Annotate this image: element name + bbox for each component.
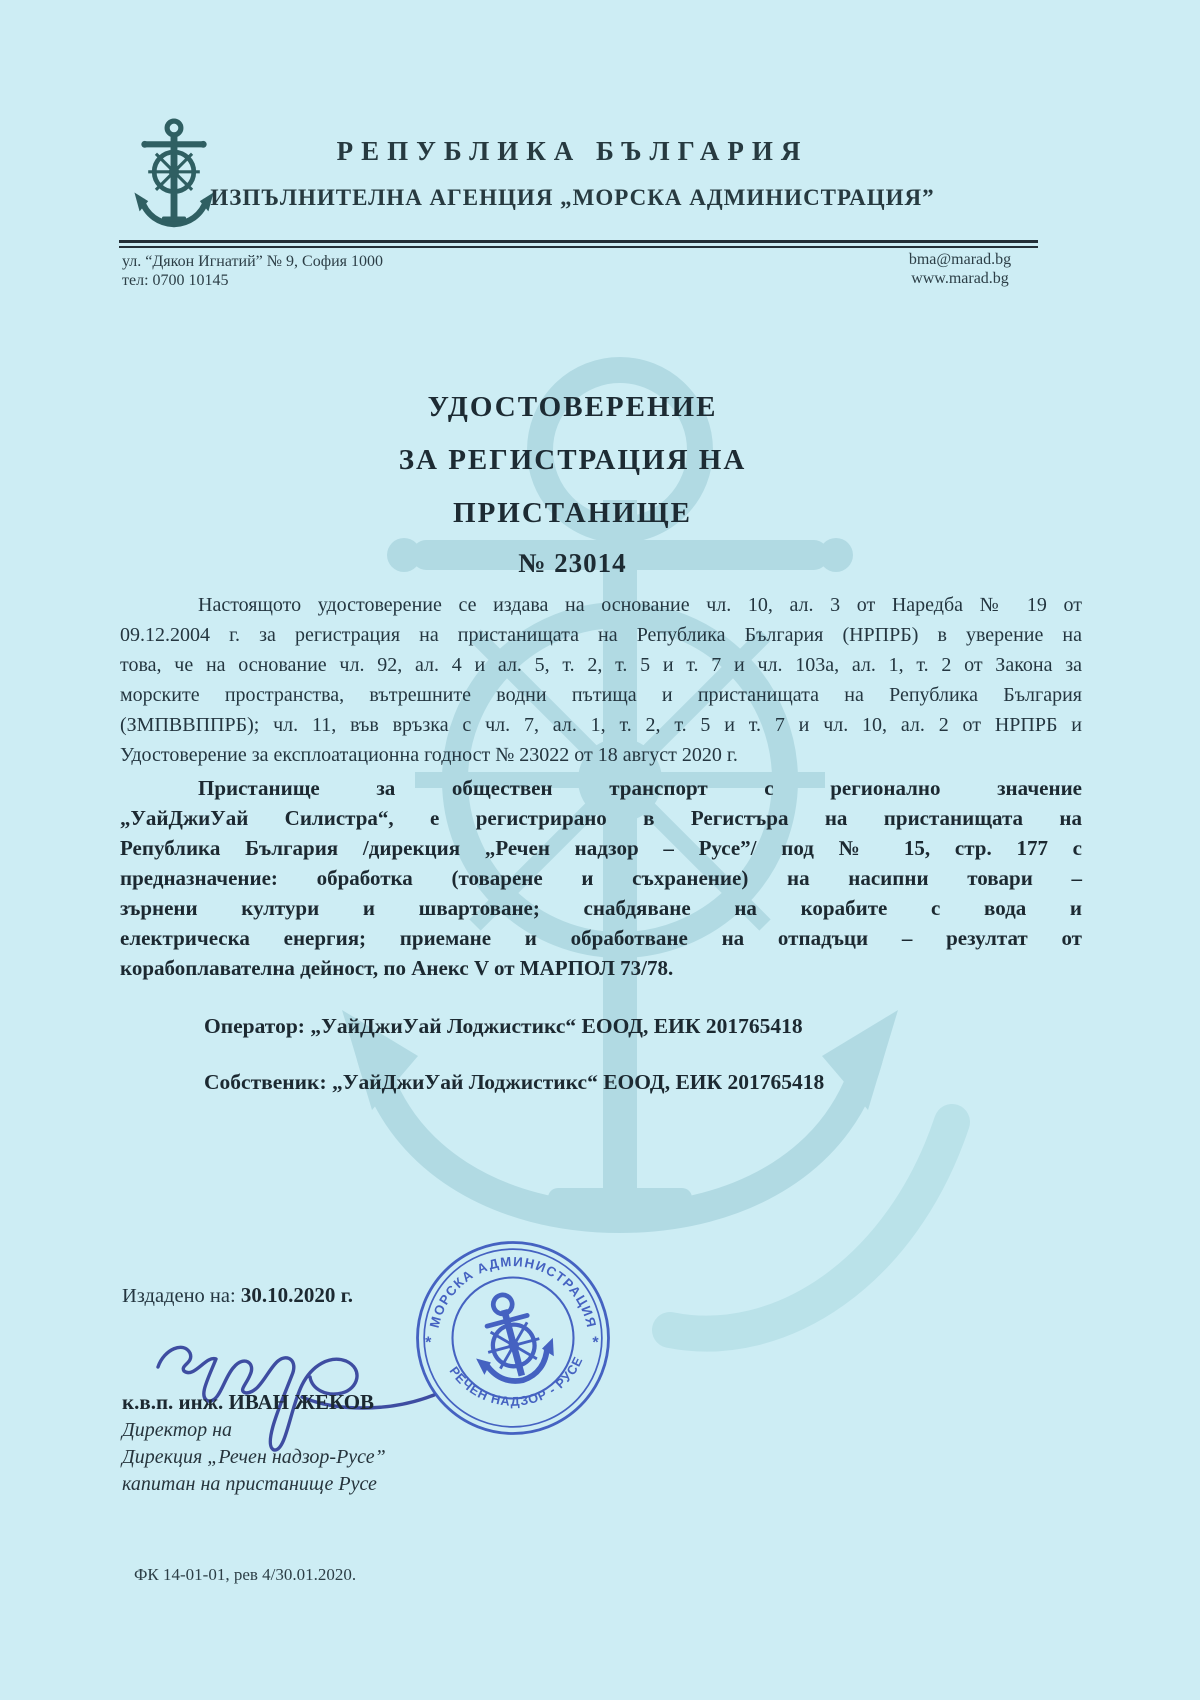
legal-basis-paragraph: [120, 590, 1082, 770]
stamp-star-left: *: [425, 1333, 432, 1352]
operator-line: Оператор: „УайДжиУай Лоджистикс“ ЕООД, ЕИК 201765418: [204, 1014, 803, 1038]
header-divider: [119, 240, 1038, 248]
document-title: [120, 381, 1025, 579]
paragraph-line: електрическа енергия; приемане и обработване на отпадъци – резултат от: [120, 926, 1082, 950]
stamp-anchor-icon: [462, 1285, 561, 1390]
form-code: ФК 14-01-01, рев 4/30.01.2020.: [134, 1565, 357, 1584]
phone-line: тел: 0700 10145: [122, 272, 229, 289]
contact-web: [900, 250, 1020, 288]
paragraph-line: (ЗМПВВППРБ); чл. 11, във връзка с чл. 7, ал. 1, т. 2, т. 5 и т. 7 и чл. 10, ал. 2 от НРПРБ и: [120, 714, 1082, 736]
paragraph-line: 09.12.2004 г. за регистрация на пристанищата на Република България (НРПРБ) в уверение на: [120, 624, 1082, 646]
paragraph-line: това, че на основание чл. 92, ал. 4 и ал. 5, т. 2, т. 5 и т. 7 и чл. 103а, ал. 1, т. 2 от Закона за: [120, 654, 1082, 676]
website-text: www.marad.bg: [911, 270, 1009, 287]
contact-address: [122, 252, 383, 290]
paragraph-line: „УайДжиУай Силистра“, е регистрирано в Регистъра на пристанищата на: [120, 806, 1082, 830]
signatory-name: к.в.п. инж. ИВАН ЖЕКОВ: [122, 1390, 375, 1414]
owner-line: Собственик: „УайДжиУай Лоджистикс“ ЕООД, ЕИК 201765418: [204, 1070, 825, 1094]
address-line: ул. “Дякон Игнатий” № 9, София 1000: [122, 253, 383, 270]
paragraph-line: Удостоверение за експлоатационна годност № 23022 от 18 август 2020 г.: [120, 744, 738, 766]
paragraph-line: Пристанище за обществен транспорт с регионално значение: [198, 776, 1082, 800]
stamp-star-right: *: [592, 1333, 599, 1352]
agency-title: ИЗПЪЛНИТЕЛНА АГЕНЦИЯ „МОРСКА АДМИНИСТРАЦИЯ”: [210, 185, 935, 210]
issue-date-value: 30.10.2020 г.: [240, 1283, 353, 1307]
stamp-top-text: МОРСКА АДМИНИСТРАЦИЯ: [426, 1253, 600, 1330]
title-line-2: ЗА РЕГИСТРАЦИЯ НА: [398, 444, 747, 476]
paragraph-line: Настоящото удостоверение се издава на основание чл. 10, ал. 3 от Наредба № 19 от: [198, 594, 1082, 616]
certificate-number: № 23014: [518, 548, 627, 578]
anchor-logo-icon: [131, 116, 217, 238]
stamp-bottom-text: РЕЧЕН НАДЗОР - РУСЕ: [446, 1353, 586, 1409]
title-line-3: ПРИСТАНИЩЕ: [453, 497, 692, 529]
paragraph-line: Република България /дирекция „Речен надзор – Русе”/ под № 15, стр. 177 с: [120, 836, 1082, 860]
watermark-swirl-icon: [650, 1060, 980, 1360]
paragraph-line: предназначение: обработка (товарене и съхранение) на насипни товари –: [120, 866, 1082, 890]
registration-paragraph: [120, 773, 1082, 983]
issue-date-label: Издадено на:: [122, 1285, 241, 1307]
title-line-1: УДОСТОВЕРЕНИЕ: [427, 391, 718, 423]
paragraph-line: корабоплавателна дейност, по Анекс V от МАРПОЛ 73/78.: [120, 956, 674, 980]
signatory-role-1: Директор на: [122, 1419, 233, 1441]
paragraph-line: зърнени култури и швартоване; снабдяване на корабите с вода и: [120, 896, 1082, 920]
signatory-role-2: Дирекция „Речен надзор-Русе”: [122, 1446, 386, 1468]
paragraph-line: морските пространства, вътрешните водни пътища и пристанищата на Република България: [120, 684, 1082, 706]
signatory-role-3: капитан на пристанище Русе: [122, 1473, 377, 1495]
email-text: bma@marad.bg: [908, 251, 1012, 268]
republic-title: РЕПУБЛИКА БЪЛГАРИЯ: [336, 136, 809, 166]
round-stamp: [409, 1234, 617, 1442]
